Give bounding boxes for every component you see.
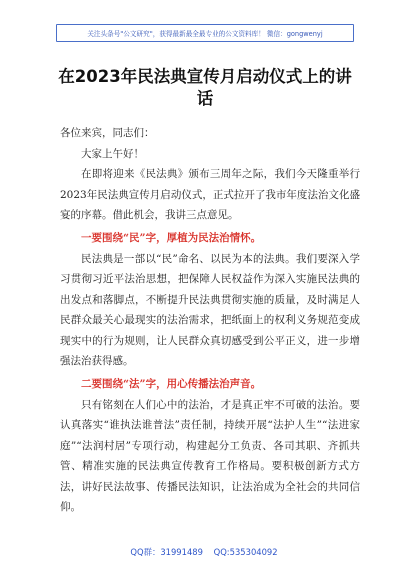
page-footer [0,546,408,558]
document-title [40,66,370,110]
document-body [60,123,360,518]
intro-paragraph: 在即将迎来《民法典》颁布三周年之际，我们今天隆重举行2023年民法典宣传月启动仪式，正式拉开了我市年度法治文化盛宴的序幕。借此机会，我讲三点意见。 [60,168,360,221]
promo-banner-text: 关注头条号"公文研究"，获得最新最全最专业的公文资料库！ 微信：gongwenyj [87,30,323,38]
greeting: 大家上午好！ [81,147,144,160]
section-1-heading: 一要围绕“民”字，厚植为民法治情怀。 [81,231,262,244]
section-2-heading: 二要围绕“法”字，用心传播法治声音。 [81,377,262,390]
document-title-line-1: 在2023年民法典宣传月启动仪式上的讲 [58,67,352,86]
salutation: 各位来宾，同志们： [60,127,155,139]
footer-qq-group: QQ群：31991489 [130,547,203,557]
promo-banner [56,24,354,42]
document-title-line-2: 话 [196,89,214,108]
footer-qq: QQ:535304092 [213,547,278,557]
section-2-paragraph: 只有铭刻在人们心中的法治，才是真正牢不可破的法治。要认真落实“谁执法谁普法”责任制，持续开展“法护人生”“法进家庭”“法润村居”专项行动，构建起分工负责、各司其职、齐抓共管、精准实施的民法典宣传教育工作格局。要积极创新方式方法，讲好民法故事、传播民法知识，让法治成为全社会的共同信仰。 [60,398,360,513]
section-1-paragraph: 民法典是一部以“民”命名、以民为本的法典。我们要深入学习贯彻习近平法治思想，把保障人民权益作为深入实施民法典的出发点和落脚点，不断提升民法典贯彻实施的质量，及时满足人民群众最关心最现实的法治需求，把纸面上的权利义务规范变成现实中的行为规则，让人民群众真切感受到公平正义，进一步增强法治获得感。 [60,252,360,367]
